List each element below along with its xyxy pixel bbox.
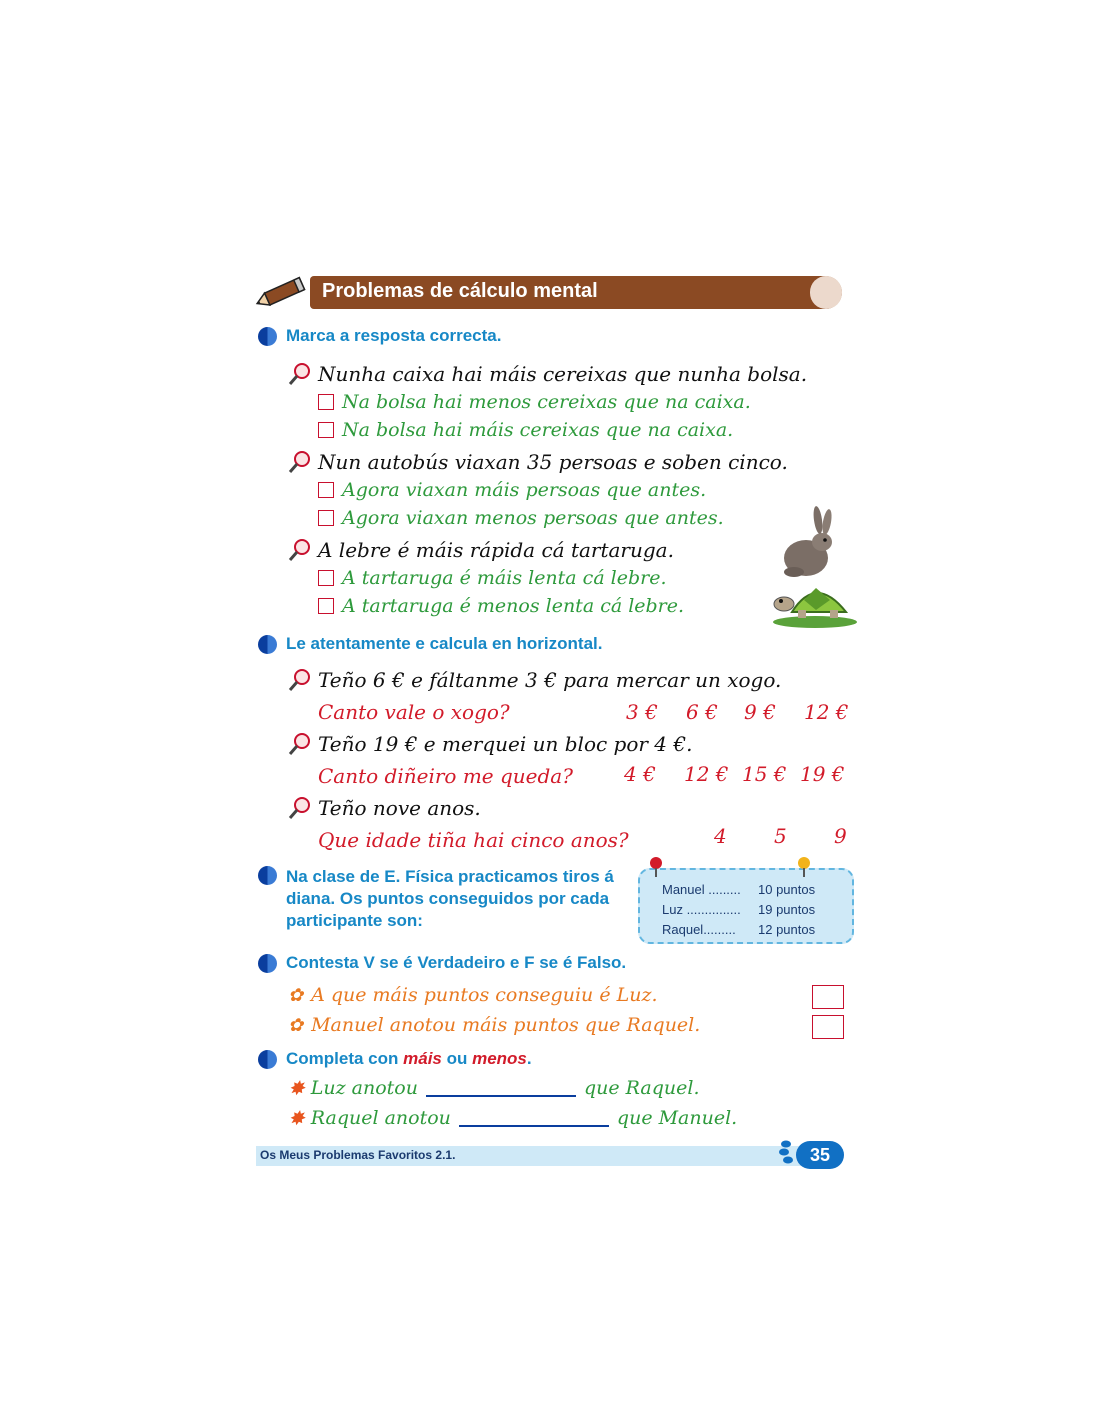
section-1-heading <box>258 326 501 346</box>
option-2b[interactable] <box>318 507 724 529</box>
tortoise-icon <box>773 588 857 628</box>
checkbox[interactable] <box>318 482 334 498</box>
score-name: Luz ............... <box>662 902 741 917</box>
answer-blank[interactable] <box>459 1109 609 1127</box>
section-5-heading <box>258 1049 532 1069</box>
complete-2 <box>288 1106 737 1130</box>
question-text: Nun autobús viaxan 35 persoas e soben cinco. <box>318 450 788 474</box>
option-text: Na bolsa hai menos cereixas que na caixa. <box>342 391 751 413</box>
page-title: Problemas de cálculo mental <box>322 280 598 302</box>
answer-option[interactable]: 19 € <box>800 762 845 786</box>
score-points: 12 puntos <box>758 922 816 937</box>
answer-option[interactable]: 4 € <box>624 762 656 786</box>
checkbox[interactable] <box>318 422 334 438</box>
checkbox[interactable] <box>318 570 334 586</box>
answer-option[interactable]: 15 € <box>742 762 787 786</box>
bullet-icon <box>258 954 277 973</box>
section-title: Contesta V se é Verdadeiro e F se é Falso. <box>286 953 627 972</box>
magnifier-icon <box>288 362 312 386</box>
answer-option[interactable]: 4 <box>714 824 727 848</box>
title-part: ou <box>441 1049 473 1068</box>
answer-option[interactable]: 9 € <box>744 700 776 724</box>
pushpin-icon <box>796 856 812 878</box>
title-part: Completa con <box>286 1049 404 1068</box>
score-name: Raquel......... <box>662 922 736 937</box>
score-points: 19 puntos <box>758 902 816 917</box>
answer-option[interactable]: 5 <box>774 824 787 848</box>
score-row <box>662 922 815 937</box>
flower-icon: ✿ <box>288 1014 304 1036</box>
complete-pre: Raquel anotou <box>310 1107 451 1129</box>
banner-cap <box>810 276 842 309</box>
vf-text: Manuel anotou máis puntos que Raquel. <box>311 1014 701 1036</box>
calc-text: Teño 6 € e fáltanme 3 € para mercar un xogo. <box>318 668 782 692</box>
vf-text: A que máis puntos conseguiu é Luz. <box>311 984 658 1006</box>
section-title: Na clase de E. Física practicamos tiros á diana. Os puntos conseguidos por cada participante son: <box>286 867 614 930</box>
scores-board <box>638 868 854 944</box>
magnifier-icon <box>288 796 312 820</box>
magnifier-icon <box>288 732 312 756</box>
bullet-icon <box>258 866 277 885</box>
calc-text: Teño nove anos. <box>318 796 481 820</box>
checkbox[interactable] <box>318 510 334 526</box>
calc-1 <box>288 668 781 692</box>
calc-text: Teño 19 € e merquei un bloc por 4 €. <box>318 732 693 756</box>
answer-blank[interactable] <box>426 1079 576 1097</box>
splash-icon: ✸ <box>288 1106 305 1130</box>
magnifier-icon <box>288 538 312 562</box>
title-word-mais: máis <box>403 1049 442 1068</box>
answer-option[interactable]: 9 <box>834 824 847 848</box>
answer-option[interactable]: 3 € <box>626 700 658 724</box>
option-text: Agora viaxan menos persoas que antes. <box>342 507 724 529</box>
option-text: Na bolsa hai máis cereixas que na caixa. <box>342 419 734 441</box>
calc-2-question: Canto diñeiro me queda? <box>318 764 573 788</box>
question-1 <box>288 362 807 386</box>
vf-answer-box[interactable] <box>812 985 844 1009</box>
answer-option[interactable]: 12 € <box>684 762 729 786</box>
option-3b[interactable] <box>318 595 684 617</box>
title-part: . <box>526 1049 532 1068</box>
magnifier-icon <box>288 450 312 474</box>
section-4-heading <box>258 953 626 973</box>
bullet-icon <box>258 327 277 346</box>
title-banner <box>310 276 842 309</box>
page-number: 35 <box>796 1141 844 1169</box>
vf-statement-2 <box>288 1014 700 1036</box>
calc-3-question: Que idade tiña hai cinco anos? <box>318 828 629 852</box>
footer-text: Os Meus Problemas Favoritos 2.1. <box>260 1148 456 1162</box>
checkbox[interactable] <box>318 598 334 614</box>
question-3 <box>288 538 674 562</box>
section-title: Marca a resposta correcta. <box>286 326 502 345</box>
question-2 <box>288 450 788 474</box>
score-row <box>662 902 815 917</box>
vf-statement-1 <box>288 984 658 1006</box>
option-1b[interactable] <box>318 419 733 441</box>
section-title: Le atentamente e calcula en horizontal. <box>286 634 603 653</box>
calc-2 <box>288 732 692 756</box>
magnifier-icon <box>288 668 312 692</box>
answer-option[interactable]: 12 € <box>804 700 849 724</box>
complete-post: que Raquel. <box>583 1077 700 1099</box>
checkbox[interactable] <box>318 394 334 410</box>
hare-tortoise-illustration <box>770 500 860 630</box>
option-3a[interactable] <box>318 567 667 589</box>
score-points: 10 puntos <box>758 882 816 897</box>
flower-icon: ✿ <box>288 984 304 1006</box>
option-text: A tartaruga é menos lenta cá lebre. <box>342 595 685 617</box>
option-text: Agora viaxan máis persoas que antes. <box>342 479 707 501</box>
calc-3 <box>288 796 481 820</box>
score-name: Manuel ......... <box>662 882 741 897</box>
section-3-heading <box>258 866 631 932</box>
option-2a[interactable] <box>318 479 706 501</box>
complete-pre: Luz anotou <box>310 1077 418 1099</box>
splash-icon: ✸ <box>288 1076 305 1100</box>
calc-1-question: Canto vale o xogo? <box>318 700 510 724</box>
answer-option[interactable]: 6 € <box>686 700 718 724</box>
complete-post: que Manuel. <box>616 1107 738 1129</box>
title-word-menos: menos <box>472 1049 527 1068</box>
question-text: A lebre é máis rápida cá tartaruga. <box>318 538 674 562</box>
hare-icon <box>784 506 833 577</box>
section-2-heading <box>258 634 602 654</box>
pencil-icon <box>254 272 310 314</box>
pushpin-icon <box>648 856 664 878</box>
option-1a[interactable] <box>318 391 751 413</box>
vf-answer-box[interactable] <box>812 1015 844 1039</box>
score-row <box>662 882 815 897</box>
option-text: A tartaruga é máis lenta cá lebre. <box>342 567 667 589</box>
section-title <box>286 1049 532 1069</box>
complete-1 <box>288 1076 700 1100</box>
question-text: Nunha caixa hai máis cereixas que nunha bolsa. <box>318 362 808 386</box>
bullet-icon <box>258 635 277 654</box>
bullet-icon <box>258 1050 277 1069</box>
footer-bar <box>256 1146 816 1166</box>
